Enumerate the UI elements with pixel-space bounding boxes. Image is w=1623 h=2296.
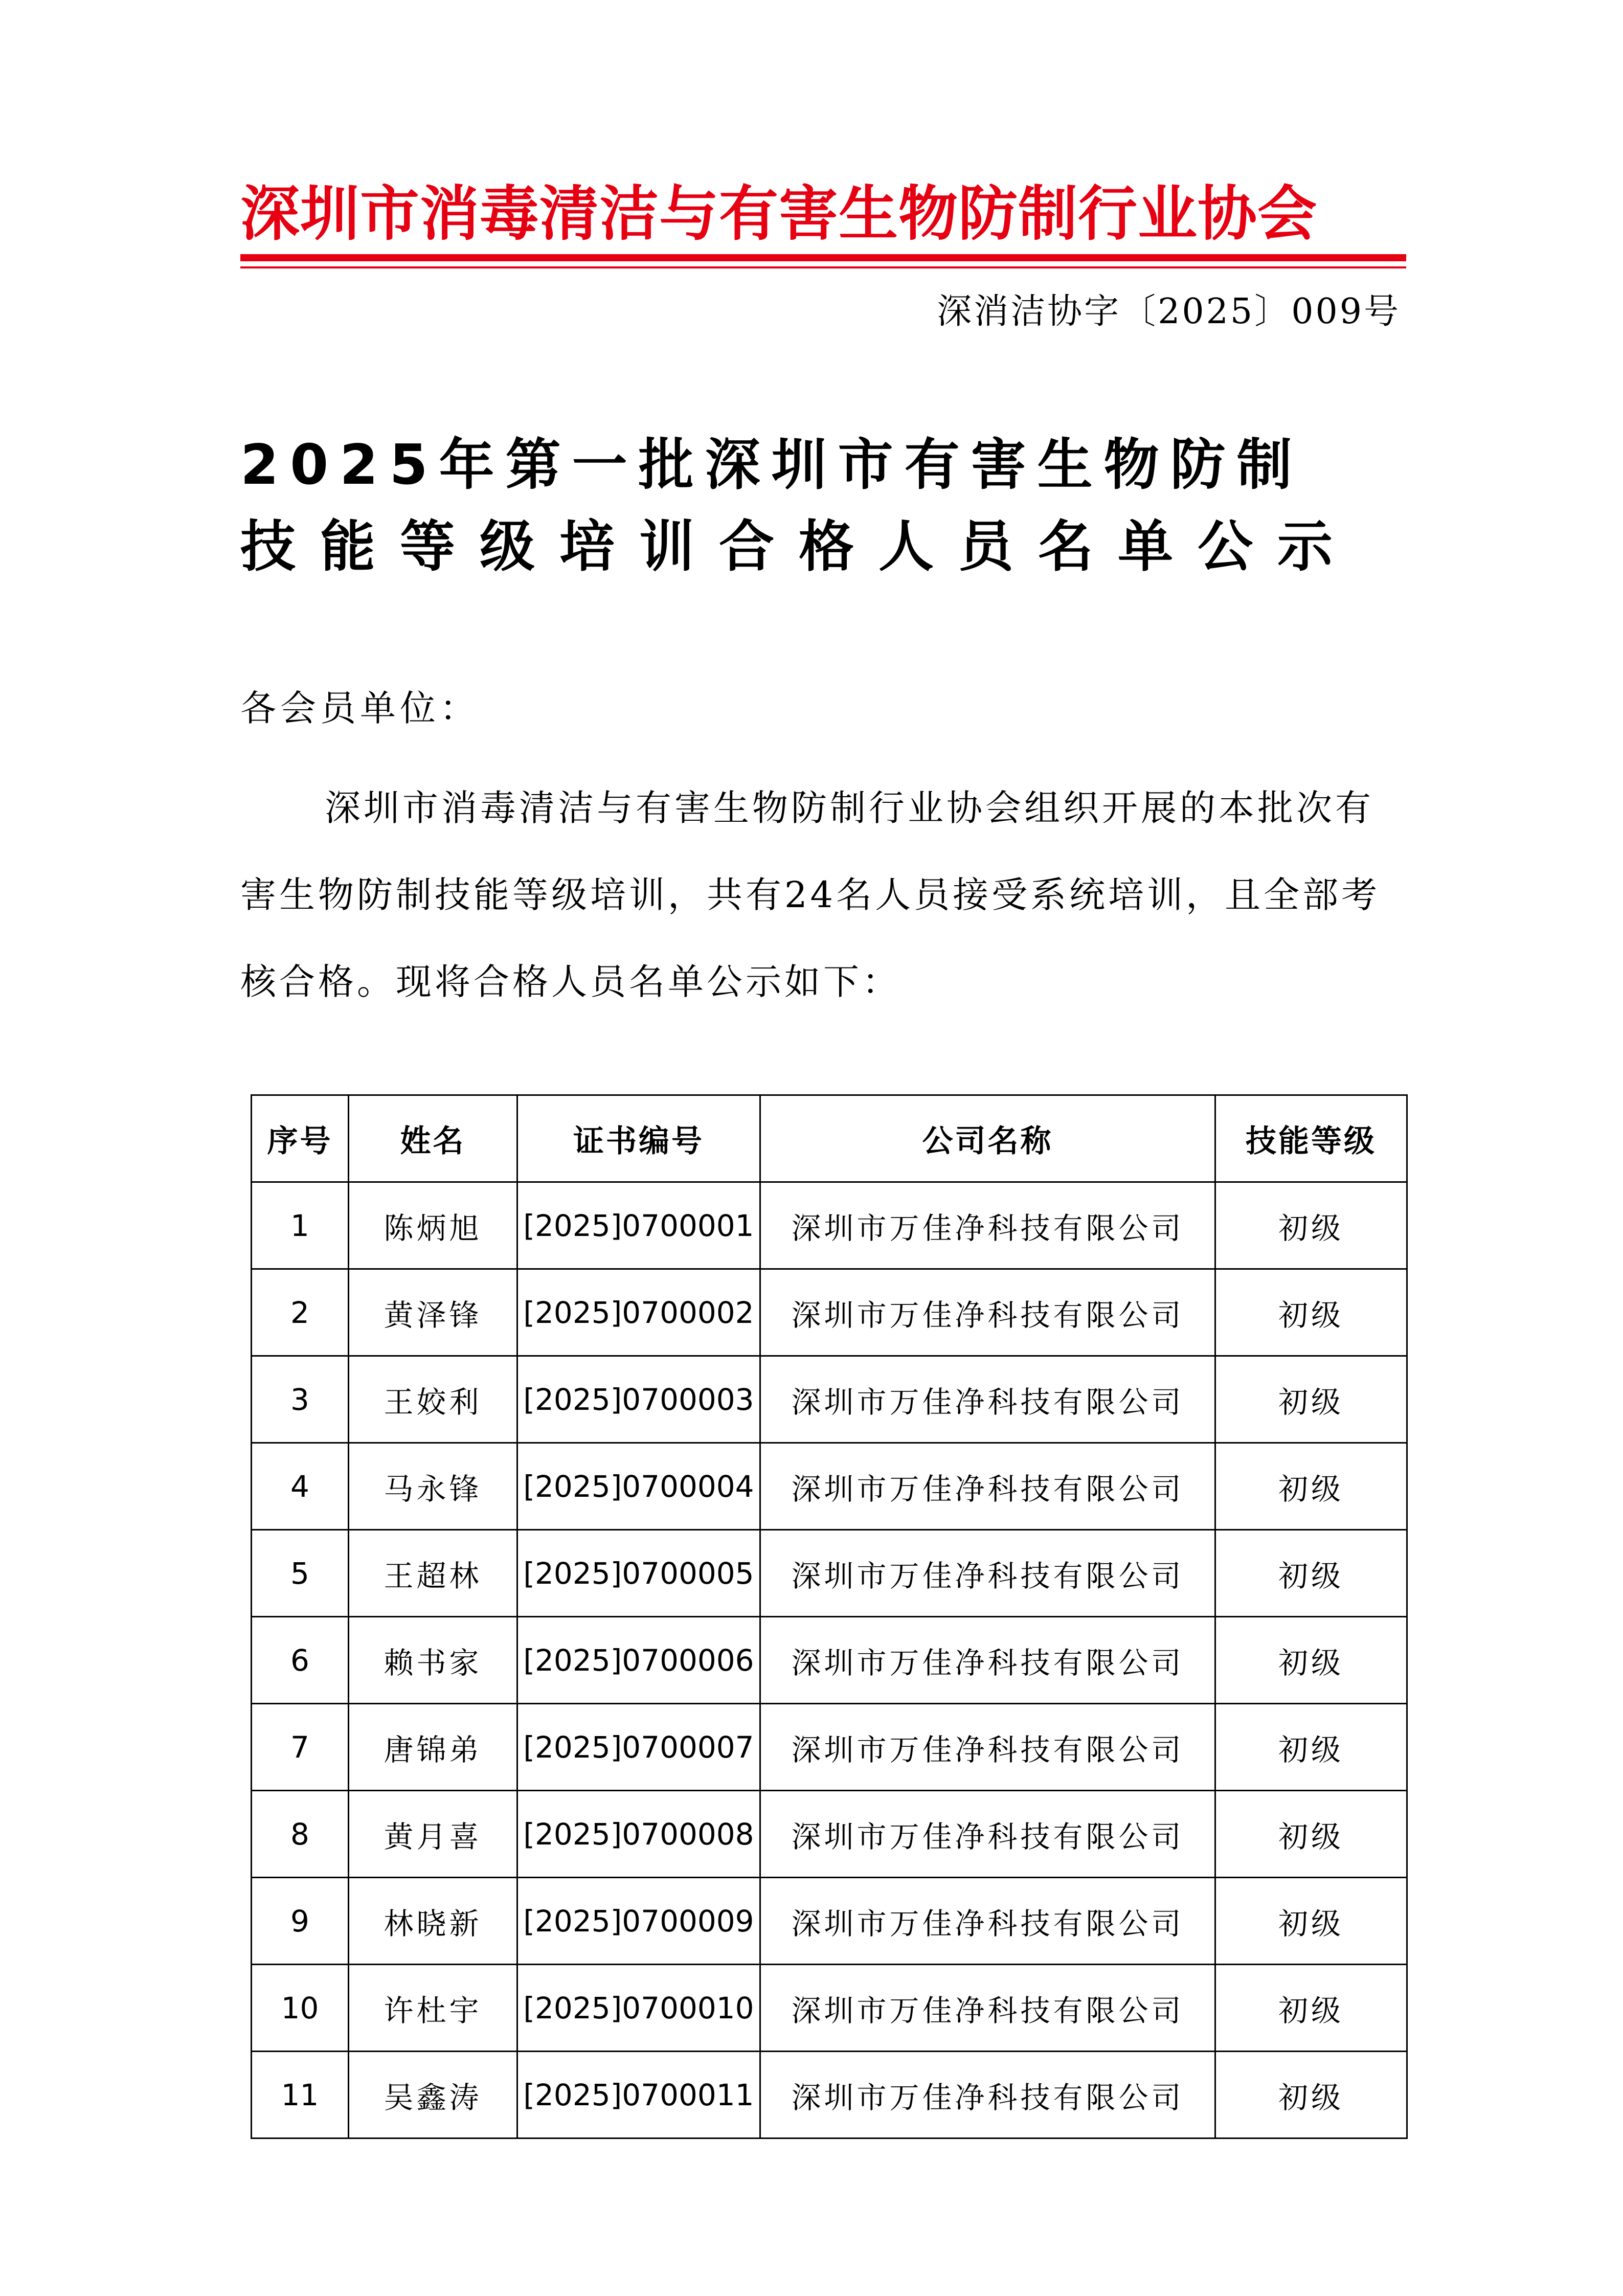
row-index: 3 <box>252 1356 349 1443</box>
table-row <box>252 1617 1407 1704</box>
row-index: 5 <box>252 1530 349 1617</box>
table-row <box>252 1530 1407 1617</box>
certificate-number: [2025]0700004 <box>517 1443 760 1530</box>
row-index: 4 <box>252 1443 349 1530</box>
certificate-number: [2025]0700009 <box>517 1878 760 1965</box>
table-row <box>252 1443 1407 1530</box>
company-name: 深圳市万佳净科技有限公司 <box>760 1704 1215 1791</box>
row-index: 7 <box>252 1704 349 1791</box>
row-index: 6 <box>252 1617 349 1704</box>
person-name: 陈炳旭 <box>349 1182 517 1269</box>
table-row <box>252 1269 1407 1356</box>
body-paragraph: 深圳市消毒清洁与有害生物防制行业协会组织开展的本批次有害生物防制技能等级培训，共有24名人员接受系统培训，且全部考核合格。现将合格人员名单公示如下： <box>240 787 1381 1003</box>
title-line-1: 2025年第一批深圳市有害生物防制 <box>240 433 1303 497</box>
title-line-2: 技能等级培训合格人员名单公示 <box>240 515 1358 579</box>
table-body <box>252 1182 1407 2139</box>
header-name: 姓名 <box>349 1095 517 1182</box>
skill-level: 初级 <box>1215 1791 1407 1878</box>
person-name: 林晓新 <box>349 1878 517 1965</box>
org-title: 深圳市消毒清洁与有害生物防制行业协会 <box>240 179 1317 249</box>
person-name: 马永锋 <box>349 1443 517 1530</box>
skill-level: 初级 <box>1215 1878 1407 1965</box>
company-name: 深圳市万佳净科技有限公司 <box>760 1965 1215 2052</box>
table-header-row <box>252 1095 1407 1182</box>
company-name: 深圳市万佳净科技有限公司 <box>760 2052 1215 2139</box>
certificate-number: [2025]0700001 <box>517 1182 760 1269</box>
header-index: 序号 <box>252 1095 349 1182</box>
salutation: 各会员单位： <box>240 687 480 729</box>
header-company-name: 公司名称 <box>760 1095 1215 1182</box>
certificate-number: [2025]0700008 <box>517 1791 760 1878</box>
header-rule-thick <box>240 254 1406 261</box>
row-index: 2 <box>252 1269 349 1356</box>
row-index: 1 <box>252 1182 349 1269</box>
table-row <box>252 1878 1407 1965</box>
document-number: 深消洁协字〔2025〕009号 <box>937 291 1401 332</box>
company-name: 深圳市万佳净科技有限公司 <box>760 1182 1215 1269</box>
skill-level: 初级 <box>1215 1617 1407 1704</box>
person-name: 许杜宇 <box>349 1965 517 2052</box>
company-name: 深圳市万佳净科技有限公司 <box>760 1443 1215 1530</box>
skill-level: 初级 <box>1215 1965 1407 2052</box>
skill-level: 初级 <box>1215 1704 1407 1791</box>
qualified-personnel-table <box>251 1094 1408 2139</box>
skill-level: 初级 <box>1215 2052 1407 2139</box>
person-name: 王姣利 <box>349 1356 517 1443</box>
skill-level: 初级 <box>1215 1182 1407 1269</box>
table-row <box>252 1791 1407 1878</box>
table-row <box>252 1704 1407 1791</box>
skill-level: 初级 <box>1215 1356 1407 1443</box>
company-name: 深圳市万佳净科技有限公司 <box>760 1791 1215 1878</box>
company-name: 深圳市万佳净科技有限公司 <box>760 1617 1215 1704</box>
person-name: 王超林 <box>349 1530 517 1617</box>
company-name: 深圳市万佳净科技有限公司 <box>760 1530 1215 1617</box>
person-name: 黄泽锋 <box>349 1269 517 1356</box>
table-row <box>252 1182 1407 1269</box>
certificate-number: [2025]0700005 <box>517 1530 760 1617</box>
row-index: 11 <box>252 2052 349 2139</box>
person-name: 唐锦弟 <box>349 1704 517 1791</box>
header-certificate-number: 证书编号 <box>517 1095 760 1182</box>
table-row <box>252 1965 1407 2052</box>
company-name: 深圳市万佳净科技有限公司 <box>760 1878 1215 1965</box>
company-name: 深圳市万佳净科技有限公司 <box>760 1269 1215 1356</box>
company-name: 深圳市万佳净科技有限公司 <box>760 1356 1215 1443</box>
skill-level: 初级 <box>1215 1269 1407 1356</box>
certificate-number: [2025]0700002 <box>517 1269 760 1356</box>
table-row <box>252 1356 1407 1443</box>
header-rule-thin <box>240 266 1406 268</box>
document-title <box>240 424 1406 588</box>
skill-level: 初级 <box>1215 1530 1407 1617</box>
person-name: 吴鑫涛 <box>349 2052 517 2139</box>
certificate-number: [2025]0700003 <box>517 1356 760 1443</box>
certificate-number: [2025]0700007 <box>517 1704 760 1791</box>
row-index: 9 <box>252 1878 349 1965</box>
certificate-number: [2025]0700006 <box>517 1617 760 1704</box>
row-index: 10 <box>252 1965 349 2052</box>
certificate-number: [2025]0700010 <box>517 1965 760 2052</box>
header-skill-level: 技能等级 <box>1215 1095 1407 1182</box>
row-index: 8 <box>252 1791 349 1878</box>
person-name: 赖书家 <box>349 1617 517 1704</box>
person-name: 黄月喜 <box>349 1791 517 1878</box>
certificate-number: [2025]0700011 <box>517 2052 760 2139</box>
skill-level: 初级 <box>1215 1443 1407 1530</box>
table-row <box>252 2052 1407 2139</box>
